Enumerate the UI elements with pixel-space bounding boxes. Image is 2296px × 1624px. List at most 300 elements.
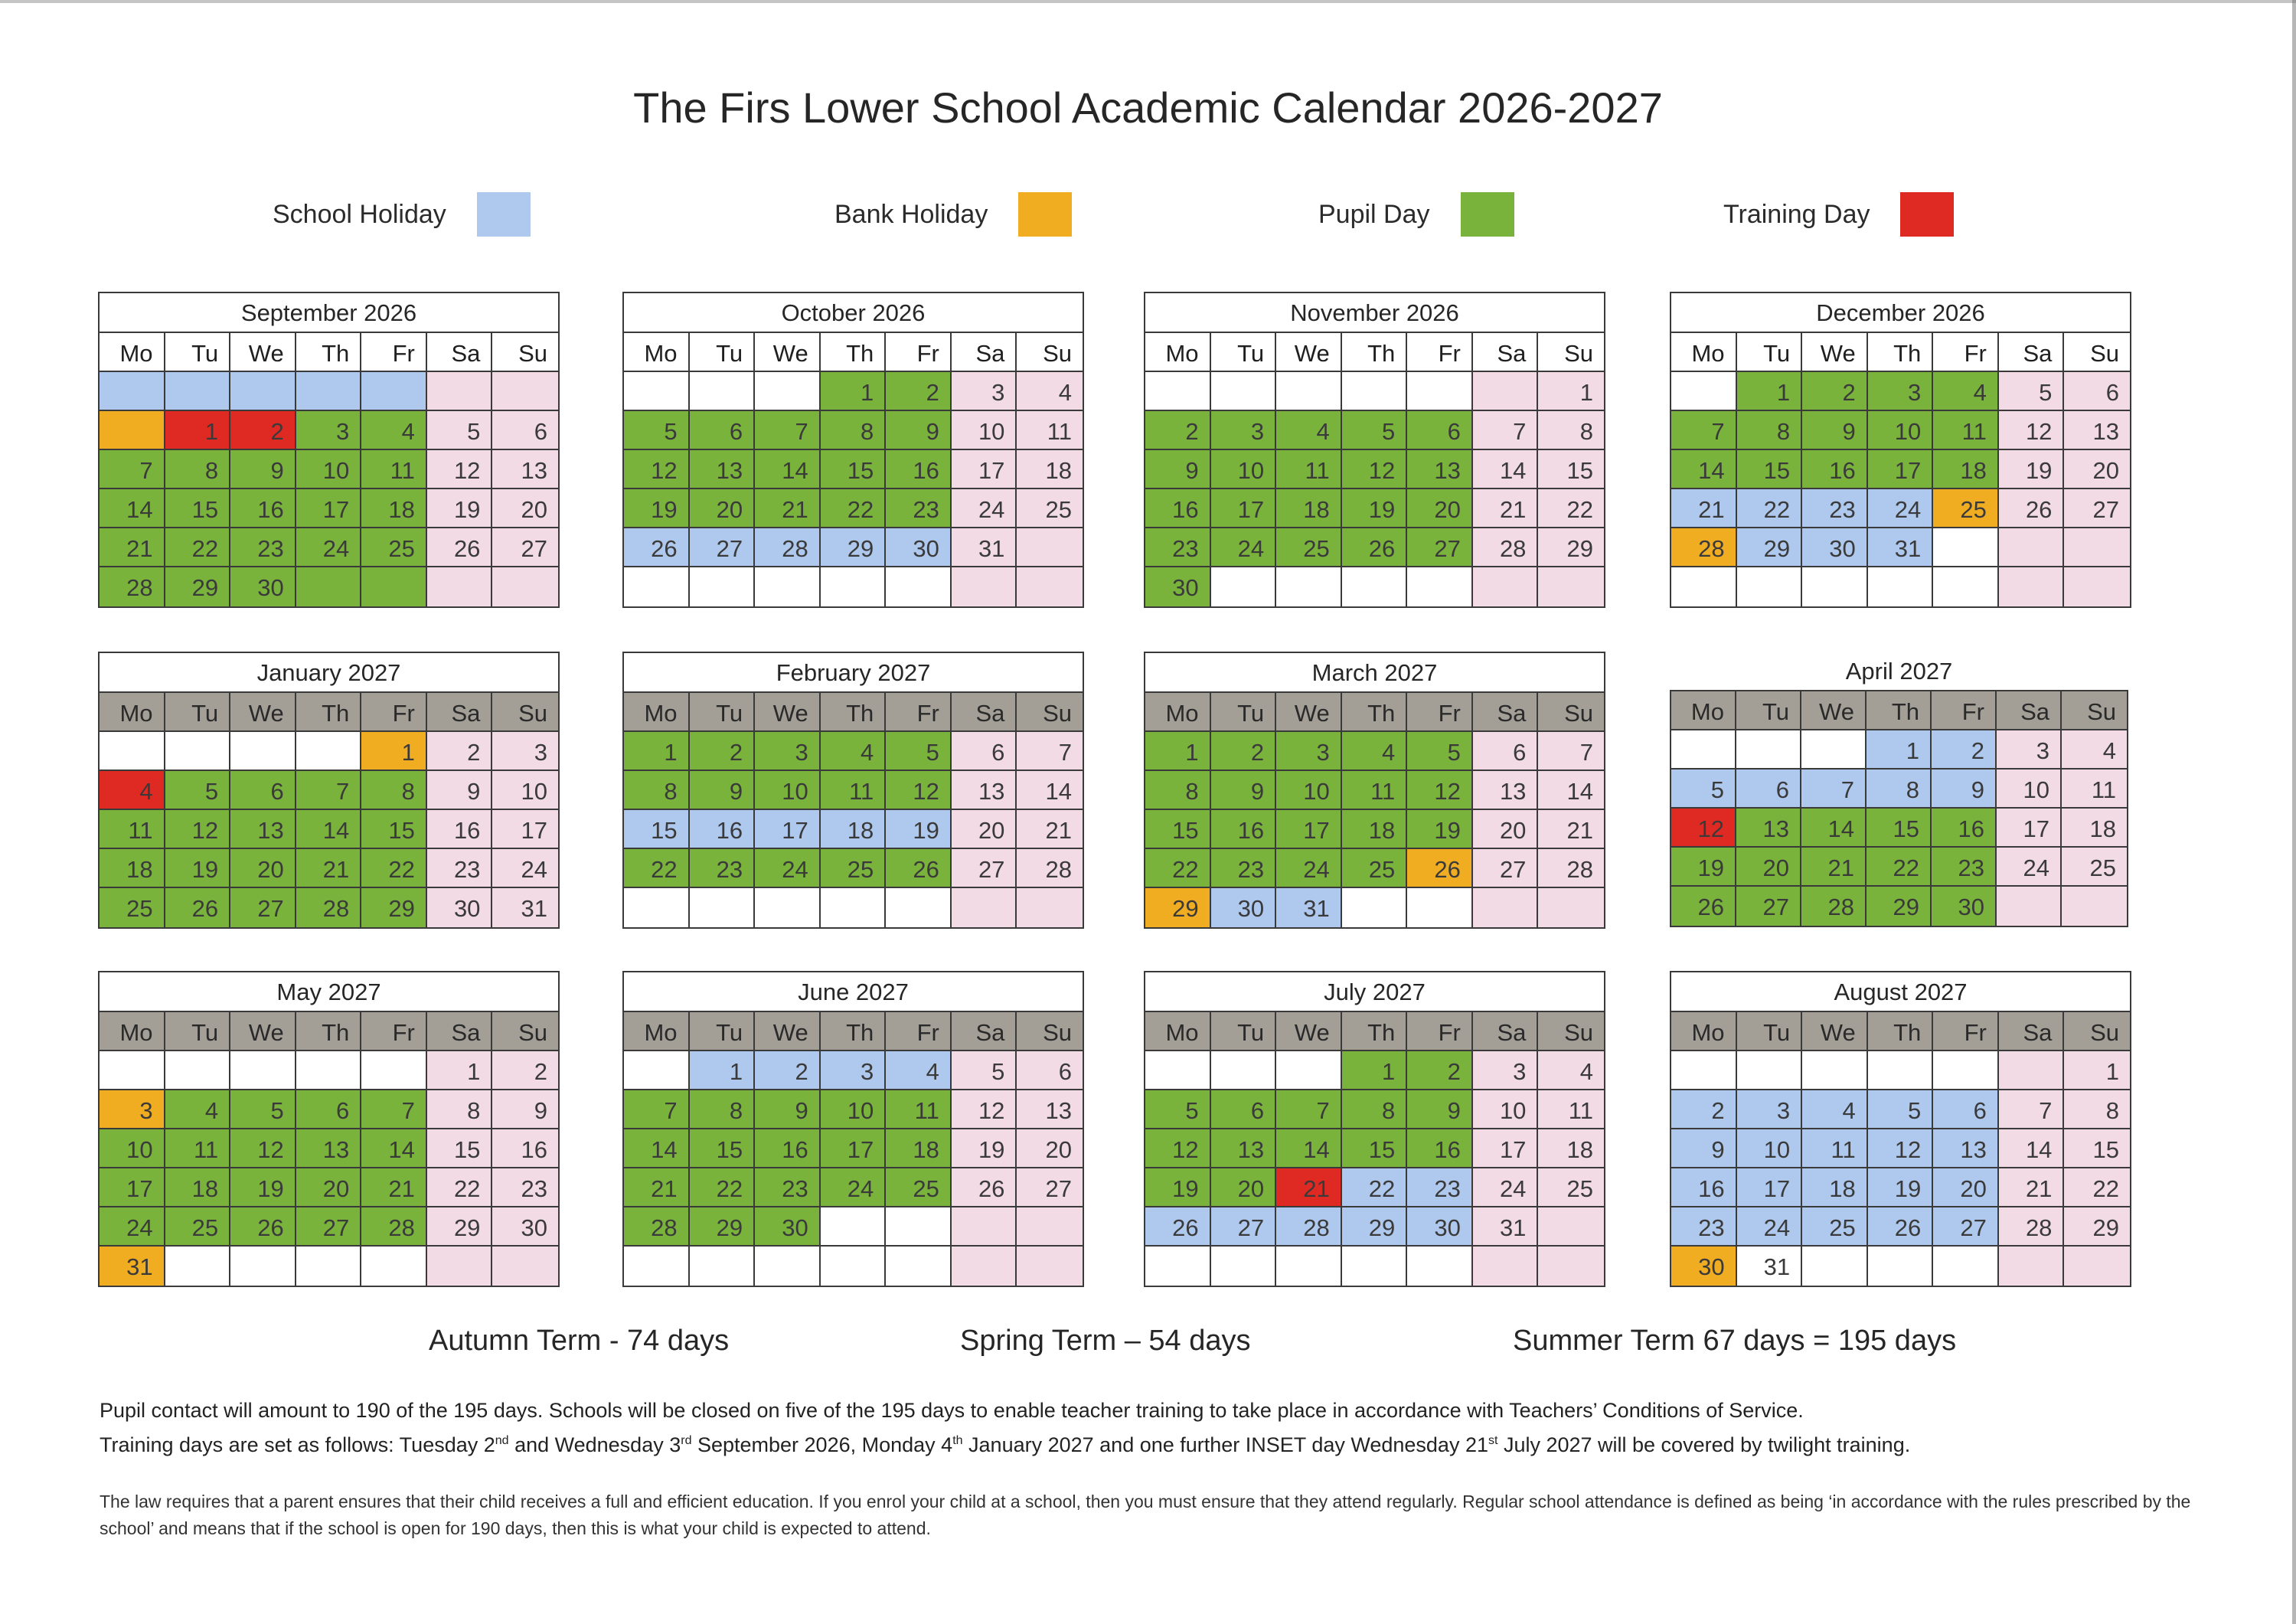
- day-cell: 7: [361, 1090, 427, 1129]
- weekday-header: Su: [2064, 333, 2130, 372]
- month-day-grid: [100, 1012, 558, 1286]
- day-cell: 11: [1802, 1129, 1868, 1168]
- weekday-header: We: [755, 1012, 821, 1051]
- day-cell: 1: [690, 1051, 756, 1090]
- day-cell: 18: [821, 810, 887, 849]
- day-cell: [492, 372, 558, 411]
- day-cell: [361, 567, 427, 606]
- day-cell: [755, 567, 821, 606]
- day-cell: 10: [755, 771, 821, 810]
- day-cell: [1407, 1247, 1473, 1286]
- day-cell: 12: [1145, 1129, 1211, 1168]
- day-cell: 30: [1211, 888, 1277, 927]
- day-cell: [427, 1247, 493, 1286]
- day-cell: 26: [886, 849, 952, 888]
- day-cell: [1671, 567, 1737, 606]
- day-cell: [1473, 567, 1539, 606]
- day-cell: 5: [427, 411, 493, 450]
- day-cell: 7: [1276, 1090, 1342, 1129]
- day-cell: 20: [1473, 810, 1539, 849]
- day-cell: 1: [1737, 372, 1803, 411]
- weekday-header: We: [1802, 333, 1868, 372]
- day-cell: 25: [821, 849, 887, 888]
- day-cell: 21: [1671, 489, 1737, 528]
- day-cell: 24: [1473, 1168, 1539, 1207]
- day-cell: [361, 1051, 427, 1090]
- weekday-header: Mo: [1145, 333, 1211, 372]
- day-cell: 17: [1868, 450, 1934, 489]
- weekday-header: Tu: [1211, 1012, 1277, 1051]
- weekday-header: Sa: [952, 693, 1017, 732]
- day-cell: 10: [1276, 771, 1342, 810]
- month-title: September 2026: [100, 293, 558, 333]
- day-cell: 3: [1473, 1051, 1539, 1090]
- day-cell: 2: [1802, 372, 1868, 411]
- day-cell: 18: [165, 1168, 231, 1207]
- day-cell: 27: [1933, 1207, 1999, 1247]
- day-cell: 22: [2064, 1168, 2130, 1207]
- weekday-header: Tu: [1737, 333, 1803, 372]
- day-cell: 12: [1671, 809, 1736, 848]
- day-cell: 30: [886, 528, 952, 567]
- weekday-header: Tu: [165, 333, 231, 372]
- day-cell: 22: [1867, 848, 1932, 887]
- day-cell: [1276, 1051, 1342, 1090]
- day-cell: 8: [1867, 770, 1932, 809]
- day-cell: 8: [427, 1090, 493, 1129]
- scan-right-edge: [2292, 0, 2296, 1624]
- day-cell: 4: [1017, 372, 1083, 411]
- day-cell: [100, 732, 165, 771]
- day-cell: 24: [1211, 528, 1277, 567]
- weekday-header: Tu: [690, 333, 756, 372]
- day-cell: [165, 732, 231, 771]
- day-cell: 9: [1407, 1090, 1473, 1129]
- day-cell: 5: [1999, 372, 2065, 411]
- day-cell: 4: [886, 1051, 952, 1090]
- day-cell: 3: [821, 1051, 887, 1090]
- day-cell: 2: [755, 1051, 821, 1090]
- day-cell: 31: [1276, 888, 1342, 927]
- day-cell: 24: [492, 849, 558, 888]
- month-day-grid: [1145, 333, 1604, 606]
- weekday-header: Sa: [952, 333, 1017, 372]
- day-cell: 24: [1737, 1207, 1803, 1247]
- day-cell: 1: [2064, 1051, 2130, 1090]
- day-cell: 30: [492, 1207, 558, 1247]
- day-cell: [1538, 567, 1604, 606]
- day-cell: [1671, 730, 1736, 770]
- day-cell: 3: [1868, 372, 1934, 411]
- weekday-header: Th: [1342, 1012, 1408, 1051]
- day-cell: [1276, 567, 1342, 606]
- day-cell: [1211, 372, 1277, 411]
- day-cell: 30: [1145, 567, 1211, 606]
- day-cell: [886, 888, 952, 927]
- day-cell: [1933, 528, 1999, 567]
- day-cell: 21: [1538, 810, 1604, 849]
- day-cell: 10: [821, 1090, 887, 1129]
- day-cell: 26: [165, 888, 231, 927]
- day-cell: 8: [1342, 1090, 1408, 1129]
- day-cell: 15: [1737, 450, 1803, 489]
- day-cell: 11: [100, 810, 165, 849]
- day-cell: 29: [1538, 528, 1604, 567]
- day-cell: 16: [690, 810, 756, 849]
- weekday-header: Mo: [100, 333, 165, 372]
- day-cell: 13: [1017, 1090, 1083, 1129]
- day-cell: 25: [165, 1207, 231, 1247]
- day-cell: 5: [1342, 411, 1408, 450]
- day-cell: [230, 1247, 296, 1286]
- day-cell: 21: [361, 1168, 427, 1207]
- day-cell: [952, 1207, 1017, 1247]
- day-cell: 30: [427, 888, 493, 927]
- weekday-header: Th: [1342, 333, 1408, 372]
- day-cell: 31: [1868, 528, 1934, 567]
- day-cell: 23: [1211, 849, 1277, 888]
- weekday-header: Su: [1017, 333, 1083, 372]
- day-cell: [1276, 372, 1342, 411]
- month-february-2027: [622, 652, 1084, 929]
- weekday-header: Su: [1538, 693, 1604, 732]
- day-cell: 26: [1145, 1207, 1211, 1247]
- weekday-header: Tu: [1211, 693, 1277, 732]
- month-day-grid: [1145, 1012, 1604, 1286]
- weekday-header: Th: [1342, 693, 1408, 732]
- day-cell: 16: [1932, 809, 1997, 848]
- day-cell: 19: [1999, 450, 2065, 489]
- day-cell: 29: [165, 567, 231, 606]
- day-cell: 7: [1999, 1090, 2065, 1129]
- day-cell: [755, 1247, 821, 1286]
- weekday-header: Tu: [165, 1012, 231, 1051]
- day-cell: 16: [492, 1129, 558, 1168]
- day-cell: [230, 372, 296, 411]
- day-cell: [1145, 372, 1211, 411]
- month-december-2026: [1670, 292, 2131, 608]
- day-cell: [886, 1247, 952, 1286]
- day-cell: [427, 372, 493, 411]
- day-cell: [821, 1207, 887, 1247]
- day-cell: 21: [1276, 1168, 1342, 1207]
- month-title: August 2027: [1671, 972, 2130, 1012]
- weekday-header: Mo: [1671, 1012, 1737, 1051]
- legend-label: Pupil Day: [1318, 199, 1430, 229]
- day-cell: 8: [1538, 411, 1604, 450]
- weekday-header: Sa: [427, 693, 493, 732]
- day-cell: 15: [1342, 1129, 1408, 1168]
- day-cell: 23: [1671, 1207, 1737, 1247]
- day-cell: 30: [1932, 887, 1997, 926]
- day-cell: 10: [1737, 1129, 1803, 1168]
- weekday-header: Su: [492, 333, 558, 372]
- day-cell: 22: [165, 528, 231, 567]
- weekday-header: Fr: [1407, 333, 1473, 372]
- day-cell: 10: [1473, 1090, 1539, 1129]
- day-cell: 10: [1997, 770, 2062, 809]
- day-cell: 14: [1276, 1129, 1342, 1168]
- day-cell: 16: [755, 1129, 821, 1168]
- month-title: February 2027: [624, 653, 1083, 693]
- day-cell: 19: [952, 1129, 1017, 1168]
- day-cell: [1933, 1247, 1999, 1286]
- day-cell: 2: [492, 1051, 558, 1090]
- day-cell: 10: [492, 771, 558, 810]
- day-cell: 10: [1868, 411, 1934, 450]
- day-cell: 5: [230, 1090, 296, 1129]
- month-title: April 2027: [1845, 658, 1953, 685]
- day-cell: 19: [165, 849, 231, 888]
- day-cell: [1802, 1051, 1868, 1090]
- weekday-header: Fr: [361, 1012, 427, 1051]
- day-cell: 22: [1737, 489, 1803, 528]
- day-cell: 21: [1017, 810, 1083, 849]
- day-cell: 1: [821, 372, 887, 411]
- day-cell: 5: [1145, 1090, 1211, 1129]
- weekday-header: Sa: [1997, 691, 2062, 730]
- day-cell: 2: [1145, 411, 1211, 450]
- day-cell: 12: [1999, 411, 2065, 450]
- day-cell: 7: [296, 771, 362, 810]
- day-cell: 6: [1933, 1090, 1999, 1129]
- day-cell: [1999, 1051, 2065, 1090]
- month-day-grid: [1145, 693, 1604, 927]
- month-day-grid: [624, 693, 1083, 927]
- weekday-header: Fr: [361, 333, 427, 372]
- day-cell: [1933, 567, 1999, 606]
- day-cell: 27: [296, 1207, 362, 1247]
- day-cell: 1: [165, 411, 231, 450]
- day-cell: 21: [624, 1168, 690, 1207]
- day-cell: 13: [952, 771, 1017, 810]
- month-day-grid: [624, 333, 1083, 606]
- day-cell: 7: [1538, 732, 1604, 771]
- day-cell: 15: [2064, 1129, 2130, 1168]
- day-cell: 11: [165, 1129, 231, 1168]
- day-cell: 9: [427, 771, 493, 810]
- day-cell: 16: [1211, 810, 1277, 849]
- day-cell: 9: [1145, 450, 1211, 489]
- day-cell: 25: [1276, 528, 1342, 567]
- day-cell: 26: [427, 528, 493, 567]
- day-cell: 21: [296, 849, 362, 888]
- day-cell: 15: [427, 1129, 493, 1168]
- day-cell: [952, 888, 1017, 927]
- day-cell: 27: [492, 528, 558, 567]
- day-cell: 4: [165, 1090, 231, 1129]
- day-cell: 28: [755, 528, 821, 567]
- day-cell: 12: [624, 450, 690, 489]
- day-cell: 19: [1671, 848, 1736, 887]
- day-cell: 20: [1407, 489, 1473, 528]
- day-cell: 6: [1211, 1090, 1277, 1129]
- day-cell: [624, 1247, 690, 1286]
- day-cell: [1538, 1247, 1604, 1286]
- day-cell: [821, 1247, 887, 1286]
- day-cell: [361, 372, 427, 411]
- day-cell: 13: [1473, 771, 1539, 810]
- day-cell: 17: [755, 810, 821, 849]
- day-cell: 12: [230, 1129, 296, 1168]
- day-cell: [755, 372, 821, 411]
- day-cell: 20: [690, 489, 756, 528]
- day-cell: 2: [230, 411, 296, 450]
- weekday-header: Tu: [1211, 333, 1277, 372]
- day-cell: [1342, 1247, 1408, 1286]
- day-cell: [1801, 730, 1867, 770]
- day-cell: 14: [1801, 809, 1867, 848]
- day-cell: 13: [1736, 809, 1801, 848]
- day-cell: 3: [1276, 732, 1342, 771]
- day-cell: 15: [690, 1129, 756, 1168]
- weekday-header: Su: [2062, 691, 2127, 730]
- day-cell: 1: [624, 732, 690, 771]
- day-cell: 4: [1933, 372, 1999, 411]
- weekday-header: We: [230, 693, 296, 732]
- day-cell: 11: [1933, 411, 1999, 450]
- day-cell: [1671, 1051, 1737, 1090]
- weekday-header: Th: [296, 333, 362, 372]
- day-cell: [1342, 888, 1408, 927]
- day-cell: 9: [1932, 770, 1997, 809]
- day-cell: 1: [361, 732, 427, 771]
- weekday-header: Fr: [886, 693, 952, 732]
- day-cell: [1017, 567, 1083, 606]
- day-cell: [821, 567, 887, 606]
- day-cell: 23: [492, 1168, 558, 1207]
- day-cell: 16: [1145, 489, 1211, 528]
- day-cell: [1999, 1247, 2065, 1286]
- day-cell: [1671, 372, 1737, 411]
- day-cell: 30: [230, 567, 296, 606]
- day-cell: [165, 1247, 231, 1286]
- day-cell: 17: [821, 1129, 887, 1168]
- day-cell: 2: [427, 732, 493, 771]
- day-cell: 13: [230, 810, 296, 849]
- pupil-contact-note: Pupil contact will amount to 190 of the 195 days. Schools will be closed on five of the 195 days to enable teacher training to take place in accordance with Teachers’ Conditions of Service.: [100, 1399, 1804, 1422]
- day-cell: [230, 1051, 296, 1090]
- day-cell: 3: [755, 732, 821, 771]
- weekday-header: We: [1276, 693, 1342, 732]
- day-cell: 5: [952, 1051, 1017, 1090]
- day-cell: 17: [1997, 809, 2062, 848]
- day-cell: [1145, 1247, 1211, 1286]
- day-cell: 1: [427, 1051, 493, 1090]
- month-october-2026: [622, 292, 1084, 608]
- day-cell: 9: [492, 1090, 558, 1129]
- day-cell: 28: [361, 1207, 427, 1247]
- day-cell: 25: [100, 888, 165, 927]
- day-cell: 17: [1211, 489, 1277, 528]
- day-cell: 12: [886, 771, 952, 810]
- day-cell: [165, 372, 231, 411]
- spring-term-summary: Spring Term – 54 days: [960, 1325, 1251, 1357]
- month-june-2027: [622, 971, 1084, 1287]
- day-cell: 25: [1933, 489, 1999, 528]
- day-cell: [1211, 1051, 1277, 1090]
- day-cell: 22: [427, 1168, 493, 1207]
- day-cell: 18: [1017, 450, 1083, 489]
- month-title: July 2027: [1145, 972, 1604, 1012]
- weekday-header: Fr: [886, 333, 952, 372]
- summer-term-summary: Summer Term 67 days = 195 days: [1513, 1325, 1957, 1357]
- day-cell: [2062, 887, 2127, 926]
- day-cell: 27: [2064, 489, 2130, 528]
- page-title: The Firs Lower School Academic Calendar 2026-2027: [633, 83, 1663, 132]
- day-cell: [1473, 888, 1539, 927]
- day-cell: 30: [1802, 528, 1868, 567]
- day-cell: 14: [1538, 771, 1604, 810]
- month-title: May 2027: [100, 972, 558, 1012]
- day-cell: 3: [492, 732, 558, 771]
- day-cell: [821, 888, 887, 927]
- weekday-header: Th: [821, 1012, 887, 1051]
- day-cell: [1736, 730, 1801, 770]
- day-cell: 26: [1671, 887, 1736, 926]
- day-cell: [492, 1247, 558, 1286]
- day-cell: 14: [624, 1129, 690, 1168]
- attendance-law-note: The law requires that a parent ensures that their child receives a full and efficient education. If you enrol your child at a school, then you must ensure that they attend regularly. Regular school attendance is defined as being ‘in accordance with the rules prescribed by the school’ and means that if the school is open for 190 days, then this is what your child is expected to attend.: [100, 1492, 2191, 1538]
- day-cell: 20: [230, 849, 296, 888]
- day-cell: 26: [952, 1168, 1017, 1207]
- day-cell: 15: [821, 450, 887, 489]
- legend-label: Training Day: [1723, 199, 1870, 229]
- day-cell: 3: [100, 1090, 165, 1129]
- day-cell: [2064, 567, 2130, 606]
- day-cell: 30: [755, 1207, 821, 1247]
- weekday-header: Th: [1867, 691, 1932, 730]
- day-cell: 13: [690, 450, 756, 489]
- day-cell: 28: [1999, 1207, 2065, 1247]
- day-cell: 29: [821, 528, 887, 567]
- day-cell: 1: [1538, 372, 1604, 411]
- day-cell: 16: [230, 489, 296, 528]
- day-cell: 9: [1671, 1129, 1737, 1168]
- day-cell: 11: [1538, 1090, 1604, 1129]
- day-cell: [952, 567, 1017, 606]
- day-cell: [1407, 567, 1473, 606]
- day-cell: [2064, 528, 2130, 567]
- day-cell: 17: [1473, 1129, 1539, 1168]
- day-cell: 15: [361, 810, 427, 849]
- day-cell: 24: [1997, 848, 2062, 887]
- day-cell: 5: [624, 411, 690, 450]
- day-cell: 28: [1671, 528, 1737, 567]
- day-cell: 21: [1999, 1168, 2065, 1207]
- day-cell: 24: [952, 489, 1017, 528]
- day-cell: 6: [690, 411, 756, 450]
- day-cell: [755, 888, 821, 927]
- day-cell: [1802, 567, 1868, 606]
- weekday-header: We: [1801, 691, 1867, 730]
- day-cell: [1737, 1051, 1803, 1090]
- month-day-grid: [1670, 690, 2128, 927]
- weekday-header: Tu: [1736, 691, 1801, 730]
- day-cell: 18: [886, 1129, 952, 1168]
- day-cell: 5: [886, 732, 952, 771]
- legend-bank-holiday: [834, 191, 1072, 237]
- day-cell: 25: [2062, 848, 2127, 887]
- day-cell: 28: [1801, 887, 1867, 926]
- day-cell: [296, 732, 362, 771]
- day-cell: 13: [1407, 450, 1473, 489]
- month-title: January 2027: [100, 653, 558, 693]
- day-cell: 30: [1407, 1207, 1473, 1247]
- day-cell: 8: [1737, 411, 1803, 450]
- weekday-header: Sa: [1999, 1012, 2065, 1051]
- day-cell: 15: [165, 489, 231, 528]
